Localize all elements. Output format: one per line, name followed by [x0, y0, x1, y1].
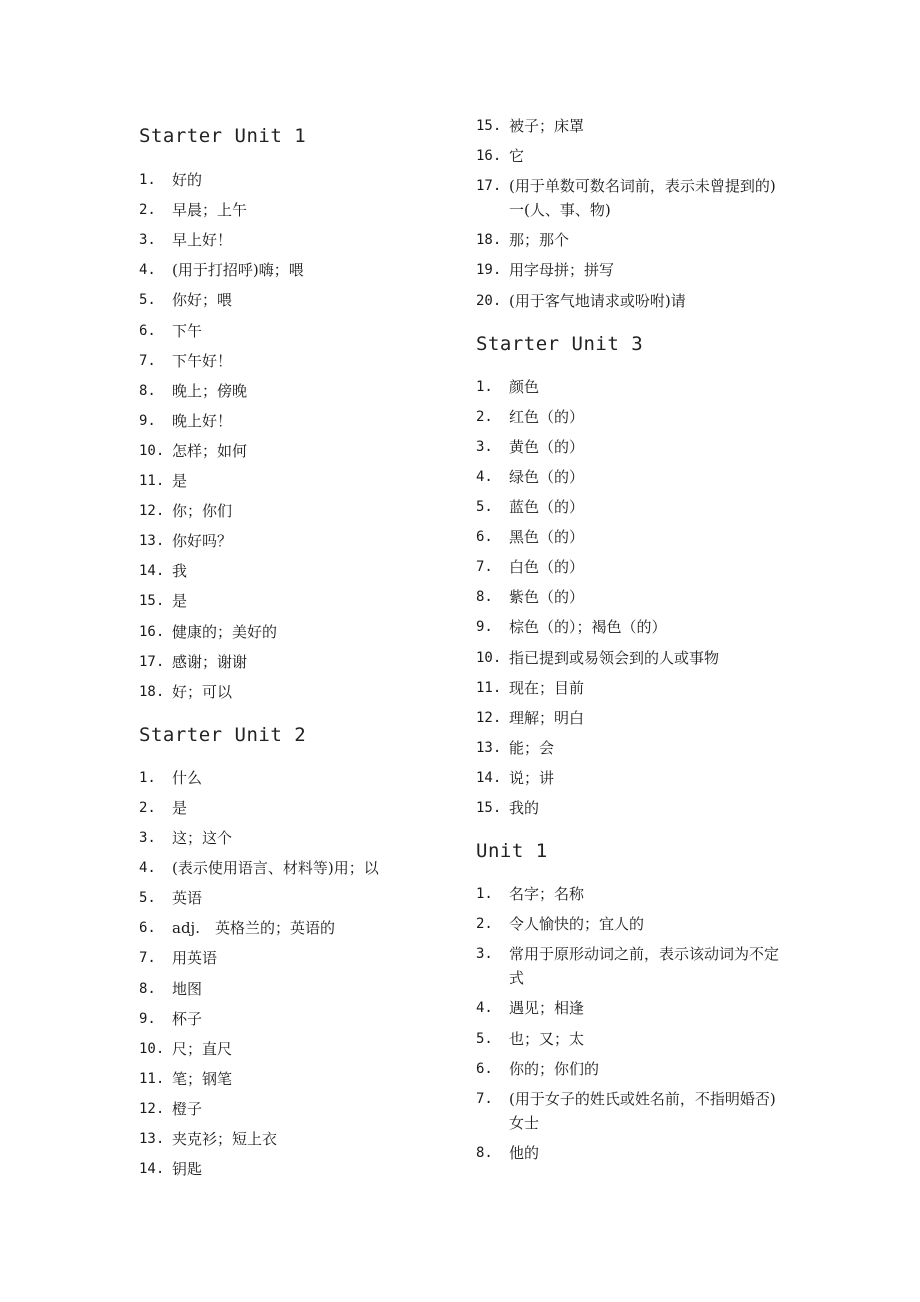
vocab-item	[139, 680, 449, 704]
item-number: 1.	[139, 769, 156, 786]
vocab-item	[476, 144, 786, 168]
item-definition: 你好吗？	[172, 532, 233, 551]
item-definition: 理解；明白	[509, 708, 585, 727]
vocab-item	[139, 650, 449, 674]
item-number: 6.	[476, 1060, 493, 1077]
item-definition: 下午	[172, 321, 203, 340]
vocab-item	[139, 1127, 449, 1151]
item-number: 4.	[476, 1000, 493, 1017]
item-definition: 紫色（的）	[509, 588, 585, 607]
item-number: 16.	[476, 148, 502, 165]
item-number: 15.	[476, 800, 502, 816]
vocab-item	[476, 375, 786, 399]
item-number: 2.	[476, 408, 493, 425]
item-definition: 橙子	[172, 1099, 203, 1118]
vocab-item	[139, 198, 449, 222]
vocab-item	[476, 796, 786, 820]
item-definition: (表示使用语言、材料等)用；以	[172, 859, 379, 878]
vocab-item	[476, 1087, 786, 1135]
item-number: 14.	[476, 769, 502, 786]
item-number: 7.	[476, 1090, 493, 1107]
vocab-item	[476, 228, 786, 252]
vocab-item	[139, 288, 449, 312]
vocab-item	[476, 1027, 786, 1051]
item-definition: 红色（的）	[509, 407, 585, 426]
item-number: 13.	[139, 1131, 165, 1147]
item-definition: 用英语	[172, 949, 218, 968]
vocab-item	[139, 559, 449, 583]
vocab-item	[476, 912, 786, 936]
vocab-item	[476, 465, 786, 489]
item-definition: 英语	[172, 889, 203, 908]
vocab-item	[476, 706, 786, 730]
item-definition: 尺；直尺	[172, 1039, 233, 1058]
vocab-item	[139, 168, 449, 192]
item-definition: (用于客气地请求或吩咐)请	[509, 291, 686, 310]
item-number: 3.	[476, 946, 493, 963]
item-number: 14.	[139, 1161, 165, 1178]
item-number: 12.	[139, 503, 165, 520]
item-number: 9.	[139, 412, 156, 429]
item-number: 1.	[139, 172, 156, 188]
item-definition: 被子；床罩	[509, 117, 585, 135]
vocab-item	[476, 495, 786, 519]
item-number: 8.	[476, 589, 493, 606]
section-heading-starter-unit-1: Starter Unit 1	[139, 125, 307, 147]
item-number: 4.	[139, 860, 156, 877]
item-number: 8.	[139, 382, 156, 399]
vocab-item	[476, 942, 786, 990]
item-number: 3.	[139, 830, 156, 846]
vocab-item	[476, 585, 786, 609]
item-number: 8.	[139, 980, 156, 997]
vocab-item	[139, 349, 449, 373]
item-number: 20.	[476, 292, 502, 309]
vocab-item	[139, 228, 449, 252]
item-number: 4.	[476, 468, 493, 485]
vocab-item	[139, 826, 449, 850]
item-definition: 也；又；太	[509, 1029, 585, 1048]
item-number: 9.	[139, 1010, 156, 1027]
vocab-item	[476, 1057, 786, 1081]
vocab-item	[139, 409, 449, 433]
vocab-item	[476, 736, 786, 760]
item-definition: 名字；名称	[509, 885, 585, 904]
vocab-item	[139, 946, 449, 970]
item-number: 8.	[476, 1144, 493, 1161]
item-number: 6.	[139, 322, 156, 339]
item-definition: 健康的；美好的	[172, 622, 278, 641]
item-number: 15.	[139, 593, 165, 610]
vocab-item	[476, 996, 786, 1020]
item-definition: 遇见；相逢	[509, 999, 585, 1018]
item-definition: (用于单数可数名词前，表示未曾提到的)一(人、事、物)	[509, 177, 776, 220]
item-definition: adj. 英格兰的；英语的	[172, 919, 335, 938]
item-number: 2.	[139, 202, 156, 219]
vocab-item	[139, 379, 449, 403]
item-number: 6.	[476, 529, 493, 546]
item-definition: 黑色（的）	[509, 528, 585, 547]
vocab-item	[476, 882, 786, 906]
item-number: 16.	[139, 623, 165, 640]
vocab-item	[476, 114, 786, 138]
vocab-item	[139, 469, 449, 493]
item-definition: 好；可以	[172, 682, 233, 701]
vocab-item	[139, 589, 449, 613]
item-definition: 我	[172, 562, 188, 581]
item-definition: 感谢；谢谢	[172, 652, 248, 671]
item-number: 1.	[476, 886, 493, 903]
item-number: 5.	[139, 292, 156, 309]
vocab-item	[476, 555, 786, 579]
item-definition: 令人愉快的；宜人的	[509, 915, 645, 934]
vocab-item	[139, 529, 449, 553]
vocab-item	[139, 319, 449, 343]
item-number: 12.	[139, 1100, 165, 1117]
item-definition: 晚上好！	[172, 411, 233, 430]
item-definition: 是	[172, 798, 188, 817]
item-definition: 早上好！	[172, 231, 233, 250]
vocab-item	[476, 525, 786, 549]
vocab-item	[476, 435, 786, 459]
item-definition: 它	[509, 147, 525, 166]
item-number: 12.	[476, 709, 502, 726]
item-number: 2.	[476, 916, 493, 933]
vocab-item	[139, 439, 449, 463]
item-number: 11.	[139, 473, 165, 489]
item-number: 7.	[139, 352, 156, 369]
item-definition: 你好；喂	[172, 291, 233, 310]
item-definition: 绿色（的）	[509, 467, 585, 486]
item-definition: 白色（的）	[509, 558, 585, 577]
item-definition: 那；那个	[509, 231, 570, 250]
item-number: 19.	[476, 262, 502, 279]
item-definition: 用字母拼；拼写	[509, 261, 615, 280]
item-number: 4.	[139, 262, 156, 279]
vocab-item	[476, 766, 786, 790]
vocab-item	[139, 1037, 449, 1061]
item-definition: 好的	[172, 171, 203, 189]
item-definition: 晚上；傍晚	[172, 381, 248, 400]
item-number: 18.	[139, 683, 165, 700]
item-definition: (用于打招呼)嗨；喂	[172, 261, 304, 280]
item-number: 17.	[476, 178, 502, 195]
item-definition: 怎样；如何	[172, 441, 248, 460]
item-definition: 棕色（的）；褐色（的）	[509, 618, 667, 637]
item-definition: 我的	[509, 799, 540, 817]
vocab-item	[476, 405, 786, 429]
item-definition: 黄色（的）	[509, 437, 585, 456]
item-number: 18.	[476, 232, 502, 249]
vocab-item	[139, 620, 449, 644]
item-number: 7.	[139, 950, 156, 967]
item-definition: 指已提到或易领会到的人或事物	[509, 648, 720, 667]
vocab-item	[139, 766, 449, 790]
item-number: 11.	[139, 1070, 165, 1087]
item-definition: 你；你们	[172, 502, 233, 521]
vocab-item	[476, 174, 786, 222]
item-definition: 说；讲	[509, 768, 555, 787]
vocab-item	[139, 916, 449, 940]
item-definition: 你的；你们的	[509, 1059, 600, 1078]
vocab-item	[139, 258, 449, 282]
item-number: 13.	[139, 533, 165, 550]
item-definition: 是	[172, 472, 188, 490]
item-definition: 什么	[172, 768, 203, 787]
item-number: 14.	[139, 563, 165, 580]
item-number: 10.	[139, 442, 165, 459]
vocab-item	[139, 977, 449, 1001]
item-definition: 笔；钢笔	[172, 1069, 233, 1088]
vocab-item	[476, 289, 786, 313]
section-heading-starter-unit-2: Starter Unit 2	[139, 723, 307, 746]
item-number: 5.	[476, 499, 493, 515]
item-number: 15.	[476, 118, 502, 134]
item-number: 6.	[139, 920, 156, 937]
item-number: 10.	[476, 649, 502, 666]
item-definition: 现在；目前	[509, 678, 585, 697]
vocab-item	[139, 1097, 449, 1121]
section-heading-starter-unit-3: Starter Unit 3	[476, 332, 644, 355]
item-definition: 是	[172, 592, 188, 611]
vocab-item	[476, 258, 786, 282]
vocab-item	[139, 886, 449, 910]
item-definition: 蓝色（的）	[509, 498, 585, 516]
vocab-item	[139, 1067, 449, 1091]
item-definition: 常用于原形动词之前，表示该动词为不定式	[509, 945, 780, 988]
item-definition: (用于女子的姓氏或姓名前，不指明婚否)女士	[509, 1089, 776, 1132]
item-definition: 能；会	[509, 738, 555, 757]
vocab-item	[139, 1157, 449, 1181]
item-number: 2.	[139, 799, 156, 816]
item-number: 17.	[139, 653, 165, 670]
item-number: 7.	[476, 559, 493, 576]
item-number: 1.	[476, 378, 493, 395]
item-definition: 早晨；上午	[172, 201, 248, 220]
item-number: 3.	[139, 232, 156, 249]
section-heading-unit-1: Unit 1	[476, 840, 548, 863]
item-number: 5.	[139, 890, 156, 907]
item-definition: 杯子	[172, 1009, 203, 1028]
item-definition: 钥匙	[172, 1160, 203, 1179]
item-number: 11.	[476, 679, 502, 696]
vocab-item	[476, 615, 786, 639]
item-definition: 这；这个	[172, 829, 233, 847]
item-definition: 颜色	[509, 377, 540, 396]
item-number: 3.	[476, 438, 493, 455]
item-definition: 他的	[509, 1143, 540, 1162]
item-number: 13.	[476, 739, 502, 756]
item-number: 9.	[476, 619, 493, 636]
item-number: 10.	[139, 1040, 165, 1057]
vocab-item	[139, 499, 449, 523]
vocab-item	[139, 856, 449, 880]
vocab-item	[476, 676, 786, 700]
vocab-item	[476, 646, 786, 670]
vocab-item	[139, 796, 449, 820]
item-definition: 夹克衫；短上衣	[172, 1130, 278, 1148]
vocab-item	[476, 1141, 786, 1165]
vocab-item	[139, 1007, 449, 1031]
item-definition: 下午好！	[172, 351, 233, 370]
item-number: 5.	[476, 1030, 493, 1047]
item-definition: 地图	[172, 979, 203, 998]
